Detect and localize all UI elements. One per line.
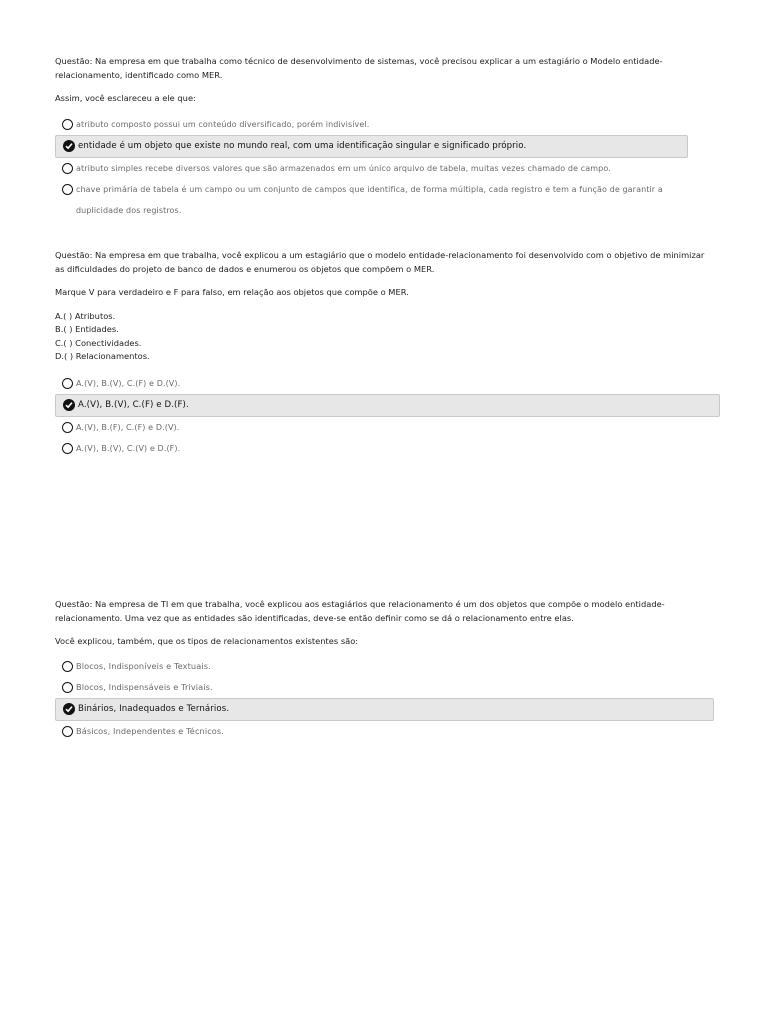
option-3d-label: Básicos, Independentes e Técnicos. bbox=[76, 725, 224, 736]
question-2-lead: Marque V para verdadeiro e F para falso, em relação aos objetos que compõe o MER. bbox=[55, 287, 409, 297]
option-2a[interactable] bbox=[55, 373, 688, 394]
option-3a[interactable] bbox=[55, 656, 688, 677]
option-1c-label: atributo simples recebe diversos valores que são armazenados em um único arquivo de tabela, muitas vezes chamado de campo. bbox=[76, 163, 611, 173]
radio-unchecked-icon[interactable] bbox=[62, 661, 73, 672]
radio-unchecked-icon[interactable] bbox=[62, 119, 73, 130]
option-3a-label: Blocos, Indisponíveis e Textuais. bbox=[76, 660, 211, 671]
radio-checked-icon[interactable] bbox=[63, 399, 75, 411]
option-1b-label: entidade é um objeto que existe no mundo real, com uma identificação singular e significado próprio. bbox=[78, 140, 527, 151]
question-1-lead: Assim, você esclareceu a ele que: bbox=[55, 93, 196, 103]
question-2 bbox=[55, 249, 715, 459]
question-2-stem: Questão: Na empresa em que trabalha, você explicou a um estagiário que o modelo entidade-relacionamento foi desenvolvido com o objetivo de minimizar as dificuldades do projeto de banco de dados e enumerou os objetos que compõem o MER. bbox=[55, 250, 705, 274]
option-1d[interactable] bbox=[55, 179, 688, 221]
option-3c-label: Binários, Inadequados e Ternários. bbox=[78, 703, 230, 714]
radio-checked-icon[interactable] bbox=[63, 703, 75, 715]
option-2a-label: A.(V), B.(V), C.(F) e D.(V). bbox=[76, 378, 181, 388]
radio-unchecked-icon[interactable] bbox=[62, 378, 73, 389]
item-b: B.( ) Entidades. bbox=[55, 324, 119, 334]
option-1d-label: chave primária de tabela é um campo ou um conjunto de campos que identifica, de forma múltipla, cada registro e tem a função de garantir a duplicidade dos registros. bbox=[76, 184, 663, 215]
option-2d-label: A.(V), B.(V), C.(V) e D.(F). bbox=[76, 443, 181, 453]
question-1-options bbox=[55, 114, 715, 221]
question-2-items bbox=[55, 310, 715, 364]
option-1a[interactable] bbox=[55, 114, 688, 135]
option-2c-label: A.(V), B.(F), C.(F) e D.(V). bbox=[76, 422, 180, 432]
option-3d[interactable] bbox=[55, 721, 688, 742]
option-2d[interactable] bbox=[55, 438, 688, 459]
item-a: A.( ) Atributos. bbox=[55, 310, 116, 321]
option-1b[interactable] bbox=[55, 135, 688, 158]
radio-unchecked-icon[interactable] bbox=[62, 422, 73, 433]
option-3c[interactable] bbox=[55, 698, 714, 721]
question-3-options bbox=[55, 656, 715, 742]
radio-unchecked-icon[interactable] bbox=[62, 443, 73, 454]
radio-checked-icon[interactable] bbox=[63, 140, 75, 152]
radio-unchecked-icon[interactable] bbox=[62, 726, 73, 737]
option-3b[interactable] bbox=[55, 677, 688, 698]
option-3b-label: Blocos, Indispensáveis e Triviais. bbox=[76, 681, 213, 692]
question-1-stem: Questão: Na empresa em que trabalha como técnico de desenvolvimento de sistemas, você precisou explicar a um estagiário o Modelo entidade-relacionamento, identificado como MER. bbox=[55, 56, 663, 80]
item-d: D.( ) Relacionamentos. bbox=[55, 351, 150, 361]
option-2b-label: A.(V), B.(V), C.(F) e D.(F). bbox=[78, 399, 189, 410]
question-2-options bbox=[55, 373, 715, 459]
option-1c[interactable] bbox=[55, 158, 688, 179]
option-2b[interactable] bbox=[55, 394, 720, 417]
radio-unchecked-icon[interactable] bbox=[62, 184, 73, 195]
option-2c[interactable] bbox=[55, 417, 688, 438]
radio-unchecked-icon[interactable] bbox=[62, 163, 73, 174]
option-1a-label: atributo composto possui um conteúdo diversificado, porém indivisível. bbox=[76, 119, 370, 129]
question-3-lead: Você explicou, também, que os tipos de relacionamentos existentes são: bbox=[55, 636, 359, 646]
question-1 bbox=[55, 55, 715, 221]
item-c: C.( ) Conectividades. bbox=[55, 337, 142, 348]
radio-unchecked-icon[interactable] bbox=[62, 682, 73, 693]
question-3 bbox=[55, 598, 715, 742]
question-3-stem: Questão: Na empresa de TI em que trabalha, você explicou aos estagiários que relacionamento é um dos objetos que compõe o modelo entidade-relacionamento. Uma vez que as entidades são identificadas, deve-se então definir como se dá o relacionamento entre elas. bbox=[55, 599, 665, 623]
